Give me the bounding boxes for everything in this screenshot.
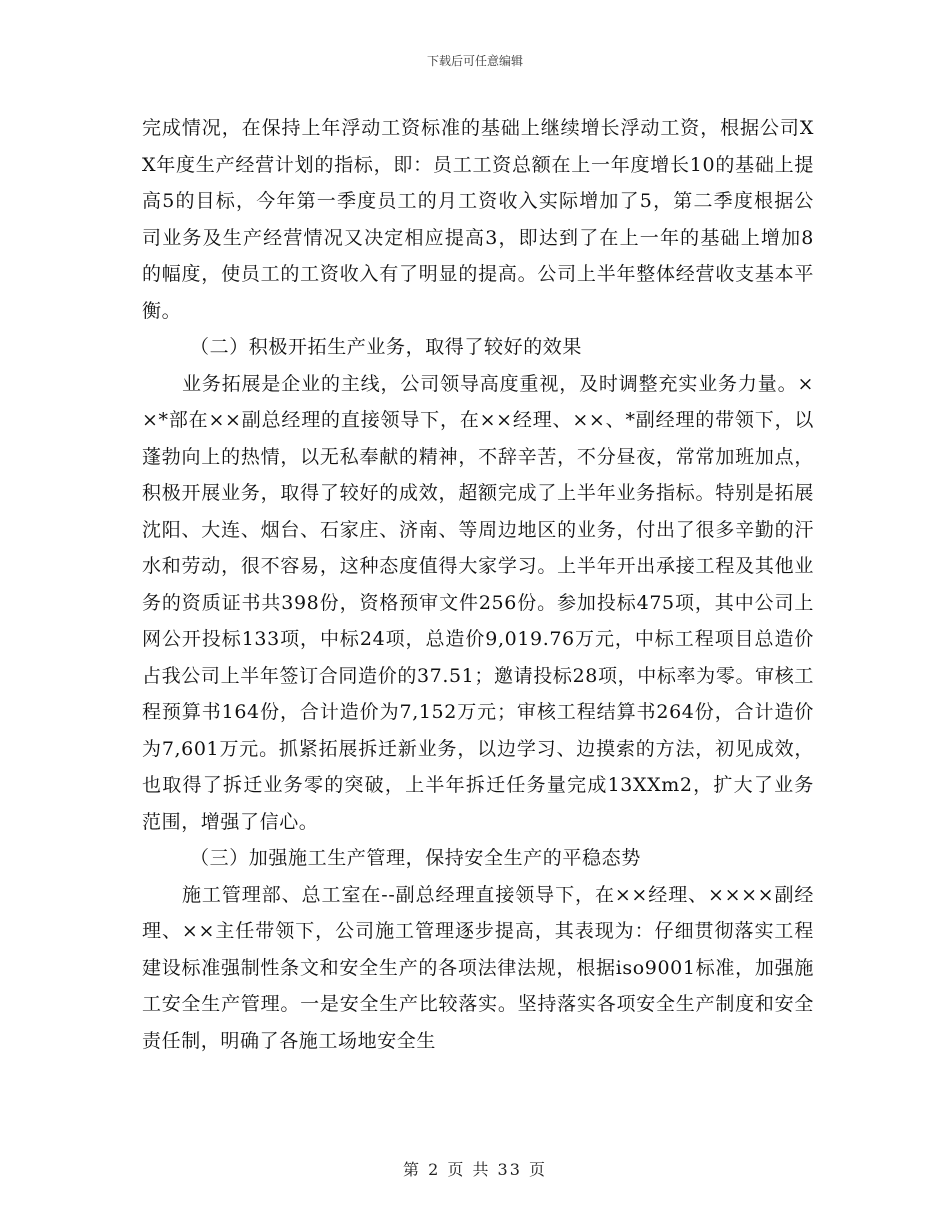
paragraph-continuation: 完成情况，在保持上年浮动工资标准的基础上继续增长浮动工资，根据公司XX年度生产经营计划的指标，即：员工工资总额在上一年度增长10的基础上提高5的目标，今年第一季度员工的月工资收入实际增加了5，第二季度根据公司业务及生产经营情况又决定相应提高3，即达到了在上一年的基础上增加8的幅度，使员工的工资收入有了明显的提高。公司上半年整体经营收支基本平衡。 bbox=[142, 117, 814, 322]
page-header: 下载后可任意编辑 bbox=[426, 54, 523, 68]
paragraph-business-expansion: 业务拓展是企业的主线，公司领导高度重视，及时调整充实业务力量。××*部在××副总经理的直接领导下，在××经理、××、*副经理的带领下，以蓬勃向上的热情，以无私奉献的精神，不辞辛苦，不分昼夜，常常加班加点，积极开展业务，取得了较好的成效，超额完成了上半年业务指标。特别是拓展沈阳、大连、烟台、石家庄、济南、等周边地区的业务，付出了很多辛勤的汗水和劳动，很不容易，这种态度值得大家学习。上半年开出承接工程及其他业务的资质证书共398份，资格预审文件256份。参加投标475项，其中公司上网公开投标133项，中标24项，总造价9,019.76万元，中标工程项目总造价占我公司上半年签订合同造价的37.51；邀请投标28项，中标率为零。审核工程预算书164份，合计造价为7,152万元；审核工程结算书264份，合计造价为7,601万元。抓紧拓展拆迁新业务，以边学习、边摸索的方法，初见成效，也取得了拆迁业务零的突破，上半年拆迁任务量完成13XXm2，扩大了业务范围，增强了信心。 bbox=[142, 372, 814, 833]
section-heading-3: （三）加强施工生产管理，保持安全生产的平稳态势 bbox=[190, 847, 641, 869]
page-footer: 第 2 页 共 33 页 bbox=[403, 1160, 547, 1179]
paragraph-construction-management: 施工管理部、总工室在--副总经理直接领导下，在××经理、××××副经理、××主任带领下，公司施工管理逐步提高，其表现为：仔细贯彻落实工程建设标准强制性条文和安全生产的各项法律法规，根据iso9001标准，加强施工安全生产管理。一是安全生产比较落实。坚持落实各项安全生产制度和安全责任制，明确了各施工场地安全生 bbox=[142, 883, 814, 1052]
section-heading-2: （二）积极开拓生产业务，取得了较好的效果 bbox=[190, 336, 583, 358]
document-body bbox=[142, 110, 814, 1059]
